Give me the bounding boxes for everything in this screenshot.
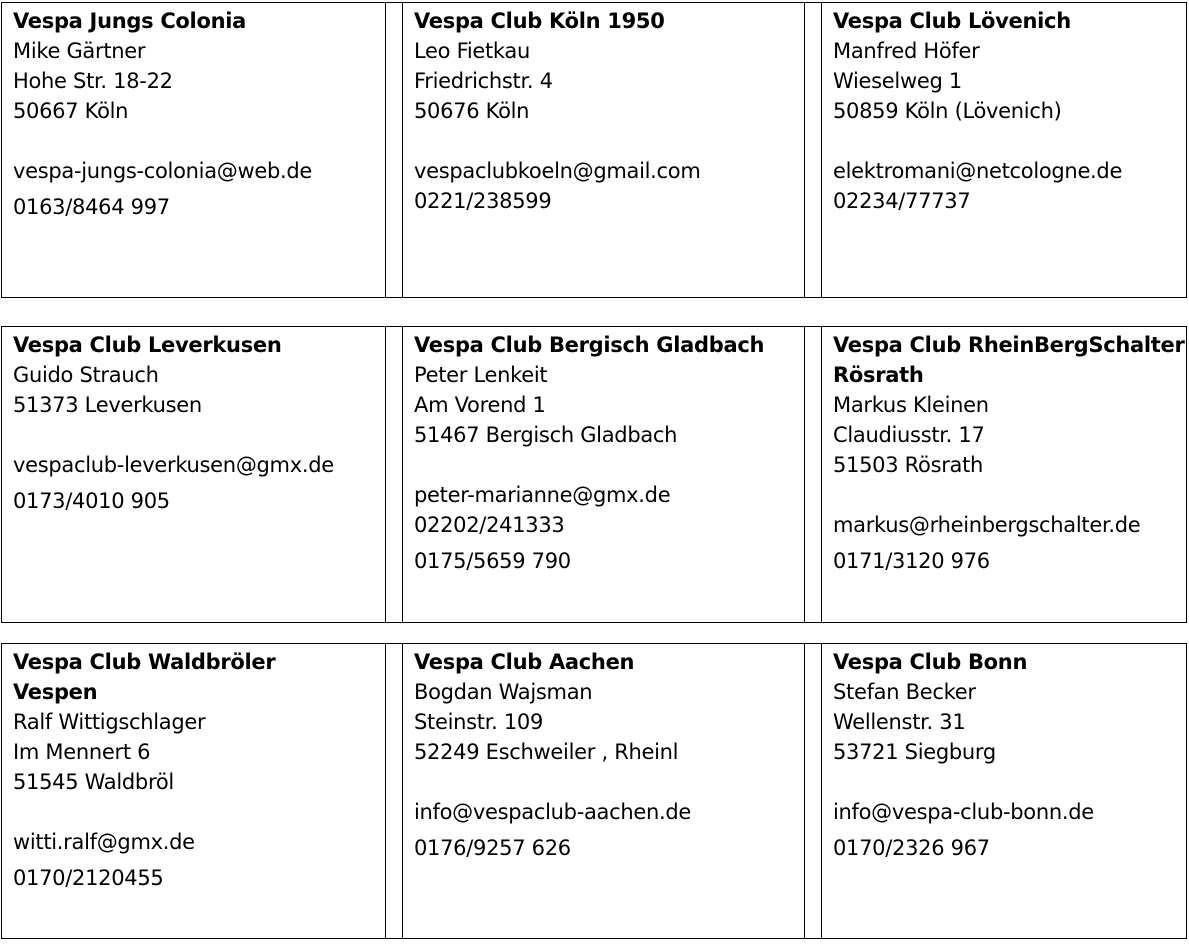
- spacer: [833, 767, 1186, 797]
- club-city: 50859 Köln (Lövenich): [833, 99, 1062, 123]
- club-contact: Manfred Höfer: [833, 39, 980, 63]
- club-name: Vespa Club Bonn: [833, 650, 1028, 674]
- club-email: markus@rheinbergschalter.de: [833, 513, 1141, 537]
- club-name: Vespa Club Bergisch Gladbach: [414, 333, 765, 357]
- club-city: 50667 Köln: [13, 99, 129, 123]
- club-phone: 0170/2326 967: [833, 836, 990, 860]
- club-table-row-1: [1, 2, 1187, 298]
- club-city: 52249 Eschweiler , Rheinl: [414, 740, 679, 764]
- club-card-vespa-club-leverkusen: [2, 327, 385, 622]
- club-email: elektromani@netcologne.de: [833, 159, 1123, 183]
- club-street: Wellenstr. 31: [833, 710, 966, 734]
- club-phone: 02202/241333: [414, 513, 565, 537]
- club-email: info@vespa-club-bonn.de: [833, 800, 1094, 824]
- club-phone: 0173/4010 905: [13, 489, 170, 513]
- club-card-vespa-club-rheinbergschalter: [822, 327, 1186, 622]
- club-city: 53721 Siegburg: [833, 740, 996, 764]
- club-card-vespa-club-bonn: [822, 644, 1186, 938]
- club-name: Vespa Club Köln 1950: [414, 9, 665, 33]
- club-card-vespa-jungs-colonia: [2, 3, 385, 297]
- club-phone: 0221/238599: [414, 189, 552, 213]
- club-phone: 0170/2120455: [13, 866, 164, 890]
- club-card-vespa-club-waldbroeler-vespen: [2, 644, 385, 938]
- club-contact: Mike Gärtner: [13, 39, 146, 63]
- club-email: witti.ralf@gmx.de: [13, 830, 195, 854]
- column-separator: [804, 327, 822, 622]
- club-card-vespa-club-koeln-1950: [403, 3, 804, 297]
- club-email: vespaclub-leverkusen@gmx.de: [13, 453, 334, 477]
- club-name: Vespa Club Lövenich: [833, 9, 1071, 33]
- club-city: 51545 Waldbröl: [13, 770, 174, 794]
- club-phone: 0163/8464 997: [13, 195, 170, 219]
- club-table-row-3: [1, 643, 1187, 939]
- club-email: info@vespaclub-aachen.de: [414, 800, 692, 824]
- club-contact: Ralf Wittigschlager: [13, 710, 206, 734]
- column-separator: [804, 644, 822, 938]
- club-mobile: 0175/5659 790: [414, 549, 571, 573]
- club-card-vespa-club-aachen: [403, 644, 804, 938]
- club-phone: 0171/3120 976: [833, 549, 990, 573]
- club-table-row-2: [1, 326, 1187, 623]
- club-contact: Leo Fietkau: [414, 39, 530, 63]
- club-contact: Guido Strauch: [13, 363, 159, 387]
- spacer: [414, 126, 804, 156]
- club-street: Am Vorend 1: [414, 393, 546, 417]
- club-name-line-1: Vespa Club RheinBergSchalter: [833, 333, 1185, 357]
- spacer: [414, 450, 804, 480]
- club-email: vespaclubkoeln@gmail.com: [414, 159, 701, 183]
- club-street: Im Mennert 6: [13, 740, 151, 764]
- column-separator: [385, 644, 403, 938]
- club-street: Hohe Str. 18-22: [13, 69, 173, 93]
- club-name-line-2: Rösrath: [833, 363, 924, 387]
- spacer: [414, 767, 804, 797]
- club-phone: 02234/77737: [833, 189, 971, 213]
- club-phone: 0176/9257 626: [414, 836, 571, 860]
- club-contact: Bogdan Wajsman: [414, 680, 593, 704]
- club-contact: Stefan Becker: [833, 680, 976, 704]
- club-card-vespa-club-loevenich: [822, 3, 1186, 297]
- spacer: [13, 420, 385, 450]
- club-city: 51467 Bergisch Gladbach: [414, 423, 678, 447]
- club-street: Steinstr. 109: [414, 710, 544, 734]
- club-city: 51373 Leverkusen: [13, 393, 202, 417]
- club-street: Claudiusstr. 17: [833, 423, 985, 447]
- club-street: Wieselweg 1: [833, 69, 962, 93]
- column-separator: [804, 3, 822, 297]
- club-card-vespa-club-bergisch-gladbach: [403, 327, 804, 622]
- spacer: [833, 480, 1186, 510]
- spacer: [13, 797, 385, 827]
- club-email: peter-marianne@gmx.de: [414, 483, 671, 507]
- club-name: Vespa Jungs Colonia: [13, 9, 247, 33]
- club-name: Vespa Club Aachen: [414, 650, 635, 674]
- club-email: vespa-jungs-colonia@web.de: [13, 159, 313, 183]
- spacer: [833, 126, 1186, 156]
- club-name-line-2: Vespen: [13, 680, 98, 704]
- club-name: Vespa Club Leverkusen: [13, 333, 282, 357]
- club-name-line-1: Vespa Club Waldbröler: [13, 650, 276, 674]
- club-city: 50676 Köln: [414, 99, 530, 123]
- club-street: Friedrichstr. 4: [414, 69, 553, 93]
- column-separator: [385, 3, 403, 297]
- club-contact: Markus Kleinen: [833, 393, 989, 417]
- club-city: 51503 Rösrath: [833, 453, 984, 477]
- club-contact: Peter Lenkeit: [414, 363, 548, 387]
- spacer: [13, 126, 385, 156]
- column-separator: [385, 327, 403, 622]
